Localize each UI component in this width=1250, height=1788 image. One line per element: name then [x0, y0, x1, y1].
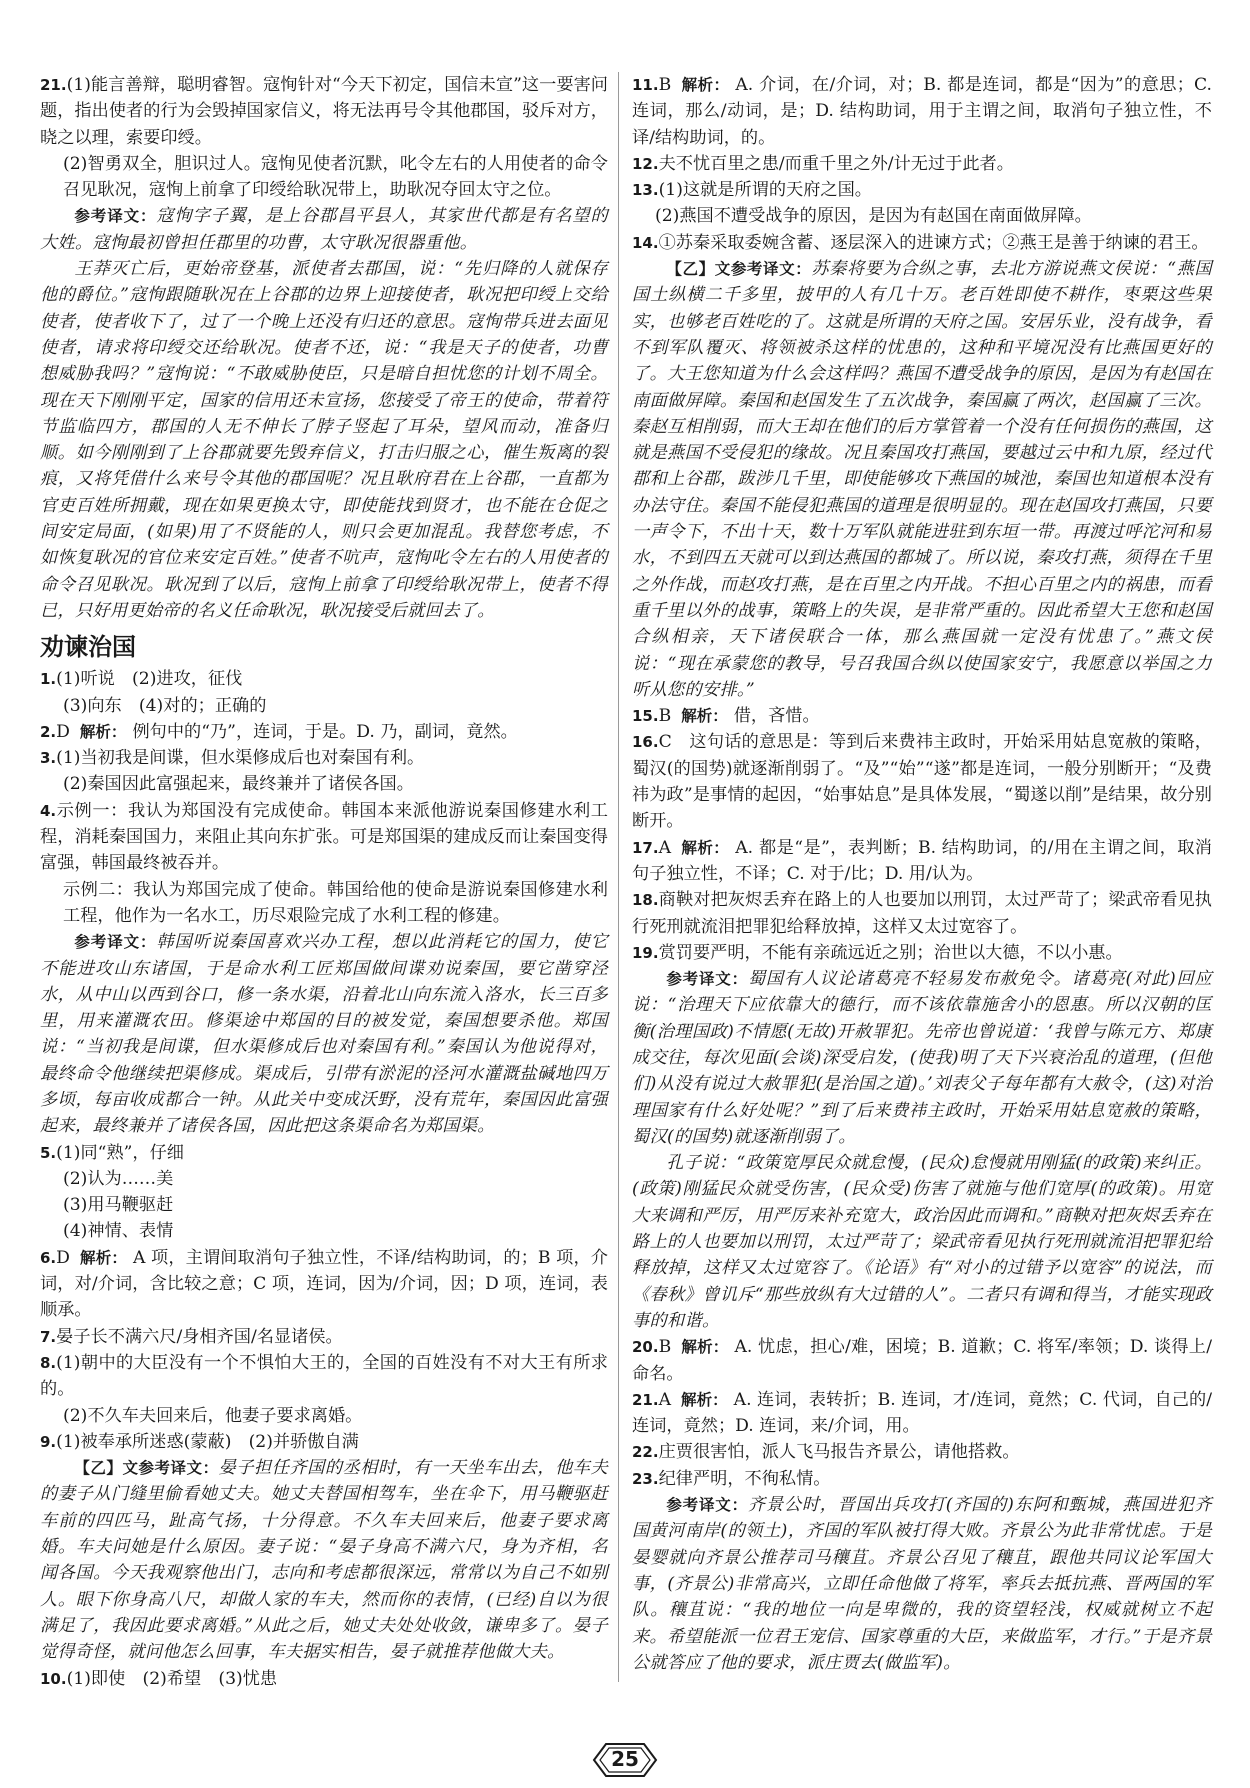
translation-text: 蜀国有人议论诸葛亮不轻易发布赦免令。诸葛亮(对此)回应说：“治理天下应依靠大的德行，而不该依靠施舍小的恩惠。所以汉朝的匡衡(治理国政)不情愿(无故)开赦罪犯。先帝也曾说道：‘我曾与陈元方、郑康成交往，每次见面(会谈)深受启发，(使我)明了天下兴衰治乱的道理，(但他们)从没有说过大赦罪犯(是治国之道)。’刘表父子每年都有大赦令，(这)对治理国家有什么好处呢？”到了后来费祎主政时，开始采用姑息宽赦的策略，蜀汉(的国势)就逐渐削弱了。	[632, 969, 1212, 1147]
translation-label: 【乙】文参考译文：	[666, 260, 812, 279]
right-column	[632, 72, 1212, 1676]
question-1-answer-1	[40, 666, 608, 692]
answer-choice: D	[56, 1247, 70, 1268]
answer-text: (1)朝中的大臣没有一个不惧怕大王的，全国的百姓没有不对大王有所求的。	[40, 1352, 608, 1400]
question-number: 12.	[632, 154, 659, 173]
answer-text: (1)即使 (2)希望 (3)忧患	[66, 1668, 278, 1689]
left-column	[40, 72, 608, 1692]
analysis-text: A. 都是“是”，表判断；B. 结构助词，的/用在主谓之间，取消句子独立性，不译；C. 对于/比；D. 用/认为。	[632, 837, 1212, 884]
question-5-answer-1	[40, 1140, 608, 1166]
translation-label: 参考译文：	[666, 1496, 748, 1515]
question-number: 19.	[632, 943, 659, 962]
question-21-answer-2: (2)智勇双全，胆识过人。寇恂见使者沉默，叱令左右的人用使者的命令召见耿况，寇恂上前拿了印绶给耿况带上，助耿况夺回太守之位。	[63, 153, 608, 201]
question-21-answer-1	[40, 72, 608, 151]
analysis-text: A. 介词，在/介词，对；B. 都是连词，都是“因为”的意思；C. 连词，那么/动词，是；D. 结构助词，用于主谓之间，取消句子独立性，不译/结构助词，的。	[632, 75, 1212, 148]
answer-text: (1)当初我是间谍，但水渠修成后也对秦国有利。	[56, 748, 425, 769]
analysis-label: 解析：	[681, 707, 728, 726]
question-3-answer-1	[40, 745, 608, 771]
answer-choice: A	[658, 1389, 671, 1410]
question-19-answer	[632, 940, 1212, 966]
answer-text: (1)能言善辩，聪明睿智。寇恂针对“今天下初定，国信未宣”这一要害问题，指出使者的行为会毁掉国家信义，将无法再号令其他郡国，驳斥对方，晓之以理，索要印绶。	[40, 75, 608, 148]
column-divider	[618, 72, 619, 1682]
question-number: 2.	[40, 722, 57, 741]
answer-choice: C	[658, 732, 672, 753]
answer-text: 庄贾很害怕，派人飞马报告齐景公，请他搭救。	[658, 1442, 1020, 1463]
answer-text: 商鞅对把灰烬丢弃在路上的人也要加以刑罚，太过严苛了；梁武帝看见执行死刑就流泪把罪犯给释放掉，这样又太过宽容了。	[632, 890, 1212, 937]
question-number: 13.	[632, 181, 659, 200]
question-17-answer	[632, 835, 1212, 888]
analysis-label: 解析：	[79, 1248, 127, 1267]
question-9-translation	[40, 1455, 608, 1665]
question-8-answer-1	[40, 1350, 608, 1403]
question-18-answer	[632, 887, 1212, 940]
question-14-translation	[632, 256, 1212, 703]
question-number: 7.	[40, 1327, 57, 1346]
question-number: 15.	[632, 707, 659, 726]
question-9-answer	[40, 1429, 608, 1455]
question-number: 9.	[40, 1432, 57, 1451]
answer-text: (1)被奉承所迷惑(蒙蔽) (2)并骄傲自满	[56, 1431, 359, 1452]
answer-text: 示例一：我认为郑国没有完成使命。韩国本来派他游说秦国修建水利工程，消耗秦国国力，来阻止其向东扩张。可是郑国渠的建成反而让秦国变得富强，韩国最终被吞并。	[40, 800, 608, 874]
analysis-text: 借，吝惜。	[733, 706, 820, 727]
translation-label: 【乙】文参考译文：	[74, 1459, 219, 1478]
answer-text: 夫不忧百里之患/而重千里之外/计无过于此者。	[658, 153, 1014, 174]
answer-text: 这句话的意思是：等到后来费祎主政时，开始采用姑息宽赦的策略，蜀汉(的国势)就逐渐削弱了。“及”“始”“遂”都是连词，一般分别断开；“及费祎为政”是事情的起因，“始事姑息”是具体发展，“蜀遂以削”是结果，故分别断开。	[632, 732, 1212, 832]
answer-choice: B	[658, 706, 672, 727]
analysis-text: A. 忧虑，担心/难，困境；B. 道歉；C. 将军/率领；D. 谈得上/命名。	[632, 1337, 1212, 1384]
question-19-translation-2: 孔子说：“政策宽厚民众就怠慢，(民众)怠慢就用刚猛(的政策)来纠正。(政策)刚猛民众就受伤害，(民众受)伤害了就施与他们宽厚(的政策)。用宽大来调和严厉，用严厉来补充宽大，政治因此而调和。”商鞅对把灰烬丢弃在路上的人也要加以刑罚，太过严苛了；梁武帝看见执行死刑就流泪把罪犯给释放掉，这样又太过宽容了。《论语》有“对小的过错予以宽容”的说法，而《春秋》曾讥斥“那些放纵有大过错的人”。二者只有调和得当，才能实现政事的和谐。	[632, 1153, 1212, 1331]
analysis-label: 解析：	[79, 722, 127, 741]
answer-text: 晏子长不满六尺/身相齐国/名显诸侯。	[56, 1326, 343, 1347]
translation-text: 晏子担任齐国的丞相时，有一天坐车出去，他车夫的妻子从门缝里偷看她丈夫。她丈夫替国相驾车，坐在伞下，用马鞭驱赶车前的四匹马，趾高气扬，十分得意。不久车夫回来后，他妻子要求离婚。车夫问她是什么原因。妻子说：“晏子身高不满六尺，身为齐相，名闻各国。今天我观察他出门，志向和考虑都很深远，常常以为自己不如别人。眼下你身高八尺，却做人家的车夫，然而你的表情，(已经)自以为很满足了，我因此要求离婚。”从此之后，她丈夫处处收敛，谦卑多了。晏子觉得奇怪，就问他怎么回事，车夫据实相告，晏子就推荐他做大夫。	[40, 1458, 608, 1663]
analysis-label: 解析：	[681, 838, 730, 857]
question-2-answer	[40, 719, 608, 745]
question-21b-answer	[632, 1387, 1212, 1440]
question-number: 20.	[632, 1338, 659, 1357]
question-number: 18.	[632, 891, 659, 910]
translation-label: 参考译文：	[74, 933, 157, 952]
translation-label: 参考译文：	[74, 207, 157, 226]
translation-text: 寇恂字子翼，是上谷郡昌平县人，其家世代都是有名望的大姓。寇恂最初曾担任郡里的功曹，太守耿况很器重他。	[40, 206, 608, 253]
question-4-translation	[40, 929, 608, 1139]
answer-text: ①苏秦采取委婉含蓄、逐层深入的进谏方式；②燕王是善于纳谏的君王。	[658, 232, 1209, 253]
question-number: 21.	[632, 1390, 659, 1409]
question-4-answer-2: 示例二：我认为郑国完成了使命。韩国给他的使命是游说秦国修建水利工程，他作为一名水工，历尽艰险完成了水利工程的修建。	[63, 879, 608, 926]
answer-text: 赏罚要严明，不能有亲疏远近之别；治世以大德，不以小惠。	[658, 942, 1123, 963]
translation-text: 苏秦将要为合纵之事，去北方游说燕文侯说：“燕国国土纵横二千多里，披甲的人有几十万。老百姓即使不耕作，枣栗这些果实，也够老百姓吃的了。这就是所谓的天府之国。安居乐业，没有战争，看不到军队覆灭、将领被杀这样的忧患的，这种和平境况没有比燕国更好的了。大王您知道为什么会这样吗？燕国不遭受战争的原因，是因为有赵国在南面做屏障。秦国和赵国发生了五次战争，秦国赢了两次，赵国赢了三次。秦赵互相削弱，而大王却在他们的后方掌管着一个没有任何损伤的燕国，这就是燕国不受侵犯的缘故。况且秦国攻打燕国，要越过云中和九原，经过代郡和上谷郡，跋涉几千里，即使能够攻下燕国的城池，秦国也知道根本没有办法守住。秦国不能侵犯燕国的道理是很明显的。现在赵国攻打燕国，只要一声令下，不出十天，数十万军队就能进驻到东垣一带。再渡过呼沱河和易水，不到四五天就可以到达燕国的都城了。所以说，秦攻打燕，须得在千里之外作战，而赵攻打燕，是在百里之内开战。不担心百里之内的祸患，而看重千里以外的战事，策略上的失误，是非常严重的。因此希望大王您和赵国合纵相亲，天下诸侯联合一体，那么燕国就一定没有忧患了。”燕文侯说：“现在承蒙您的教导，号召我国合纵以使国家安宁，我愿意以举国之力听从您的安排。”	[632, 259, 1212, 700]
question-number: 4.	[40, 801, 57, 820]
question-19-translation-1	[632, 966, 1212, 1150]
question-22-answer	[632, 1439, 1212, 1465]
question-14-answer	[632, 230, 1212, 256]
answer-text: (1)同“熟”，仔细	[56, 1142, 184, 1163]
question-3-answer-2: (2)秦国因此富强起来，最终兼并了诸侯各国。	[63, 774, 414, 795]
answer-choice: D	[56, 721, 70, 742]
question-number: 3.	[40, 749, 57, 768]
question-13-answer-1	[632, 177, 1212, 203]
question-23-answer	[632, 1466, 1212, 1492]
answer-text: (1)听说 (2)进攻，征伐	[56, 669, 243, 690]
question-5-answer-4: (4)神情、表情	[63, 1221, 174, 1242]
question-number: 22.	[632, 1443, 659, 1462]
question-number: 14.	[632, 233, 659, 252]
question-number: 5.	[40, 1143, 57, 1162]
question-16-answer	[632, 729, 1212, 834]
translation-label: 参考译文：	[666, 970, 748, 989]
question-number: 1.	[40, 670, 57, 689]
answer-choice: A	[658, 837, 671, 858]
analysis-text: 例句中的“乃”，连词，于是。D. 乃，副词，竟然。	[132, 721, 518, 742]
question-23-translation	[632, 1492, 1212, 1676]
question-13-answer-2: (2)燕国不遭受战争的原因，是因为有赵国在南面做屏障。	[655, 206, 1092, 227]
question-20-answer	[632, 1334, 1212, 1387]
analysis-label: 解析：	[681, 1338, 729, 1357]
translation-text: 韩国听说秦国喜欢兴办工程，想以此消耗它的国力，使它不能进攻山东诸国，于是命水利工匠郑国做间谍劝说秦国，要它凿穿泾水，从中山以西到谷口，修一条水渠，沿着北山向东流入洛水，长三百多里，用来灌溉农田。修渠途中郑国的目的被发觉，秦国想要杀他。郑国说：“当初我是间谍，但水渠修成后也对秦国有利。”秦国认为他说得对，最终命令他继续把渠修成。渠成后，引带有淤泥的泾河水灌溉盐碱地四万多顷，每亩收成都合一钟。从此关中变成沃野，没有荒年，秦国因此富强起来，最终兼并了诸侯各国，因此把这条渠命名为郑国渠。	[40, 932, 608, 1137]
question-21-translation-1	[40, 203, 608, 256]
analysis-label: 解析：	[681, 76, 730, 94]
answer-choice: B	[658, 1337, 672, 1358]
question-1-answer-2: (3)向东 (4)对的；正确的	[63, 695, 267, 716]
question-11-answer	[632, 72, 1212, 151]
question-number: 8.	[40, 1353, 57, 1372]
question-5-answer-3: (3)用马鞭驱赶	[63, 1195, 174, 1216]
answer-text: 纪律严明，不徇私情。	[658, 1468, 831, 1489]
question-4-answer-1	[40, 798, 608, 877]
question-number: 11.	[632, 76, 659, 94]
question-10-answer	[40, 1666, 608, 1692]
question-number: 6.	[40, 1248, 57, 1267]
question-number: 17.	[632, 838, 659, 857]
analysis-label: 解析：	[681, 1390, 728, 1409]
answer-text: (1)这就是所谓的天府之国。	[658, 180, 872, 201]
page-number: 25	[611, 1747, 639, 1771]
question-number: 23.	[632, 1469, 659, 1488]
question-12-answer	[632, 151, 1212, 177]
question-number: 21.	[40, 76, 67, 94]
question-number: 10.	[40, 1669, 67, 1688]
answer-choice: B	[658, 75, 672, 95]
question-21-translation-2: 王莽灭亡后，更始帝登基，派使者去郡国，说：“先归降的人就保存他的爵位。”寇恂跟随耿况在上谷郡的边界上迎接使者，耿况把印绶上交给使者，使者收下了，过了一个晚上还没有归还的意思。寇恂带兵进去面见使者，请求将印绶交还给耿况。使者不还，说：“我是天子的使者，功曹想威胁我吗？”寇恂说：“不敢威胁使臣，只是暗自担忧您的计划不周全。现在天下刚刚平定，国家的信用还未宣扬，您接受了帝王的使命，带着符节监临四方，郡国的人无不伸长了脖子竖起了耳朵，望风而动，准备归顺。如今刚刚到了上谷郡就要先毁弃信义，打击归服之心，催生叛离的裂痕，又将凭借什么来号令其他的郡国呢？况且耿府君在上谷郡，一直都为官吏百姓所拥戴，现在如果更换太守，即使能找到贤才，也不能在仓促之间安定局面，(如果)用了不贤能的人，则只会更加混乱。我替您考虑，不如恢复耿况的官位来安定百姓。”使者不吭声，寇恂叱令左右的人用使者的命令召见耿况。耿况到了以后，寇恂上前拿了印绶给耿况带上，使者不得已，只好用更始帝的名义任命耿况，耿况接受后就回去了。	[40, 259, 608, 621]
question-number: 16.	[632, 733, 659, 752]
section-title: 劝谏治国	[40, 633, 136, 662]
question-8-answer-2: (2)不久车夫回来后，他妻子要求离婚。	[63, 1405, 363, 1426]
question-15-answer	[632, 703, 1212, 729]
page-number-badge	[590, 1740, 660, 1780]
analysis-text: A. 连词，表转折；B. 连词，才/连词，竟然；C. 代词，自己的/连词，竟然；D. 连词，来/介词，用。	[632, 1389, 1212, 1437]
question-7-answer	[40, 1324, 608, 1350]
question-6-answer	[40, 1245, 608, 1324]
analysis-text: A 项，主谓间取消句子独立性，不译/结构助词，的；B 项，介词，对/介词，含比较之意；C 项，连词，因为/介词，因；D 项，连词，表顺承。	[40, 1247, 608, 1321]
translation-text: 齐景公时，晋国出兵攻打(齐国的)东阿和甄城，燕国进犯齐国黄河南岸(的领土)，齐国的军队被打得大败。齐景公为此非常忧虑。于是晏婴就向齐景公推荐司马穰苴。齐景公召见了穰苴，跟他共同议论军国大事，(齐景公)非常高兴，立即任命他做了将军，率兵去抵抗燕、晋两国的军队。穰苴说：“我的地位一向是卑微的，我的资望轻浅，权威就树立不起来。希望能派一位君王宠信、国家尊重的大臣，来做监军，才行。”于是齐景公就答应了他的要求，派庄贾去(做监军)。	[632, 1495, 1212, 1673]
question-5-answer-2: (2)认为……美	[63, 1168, 174, 1189]
